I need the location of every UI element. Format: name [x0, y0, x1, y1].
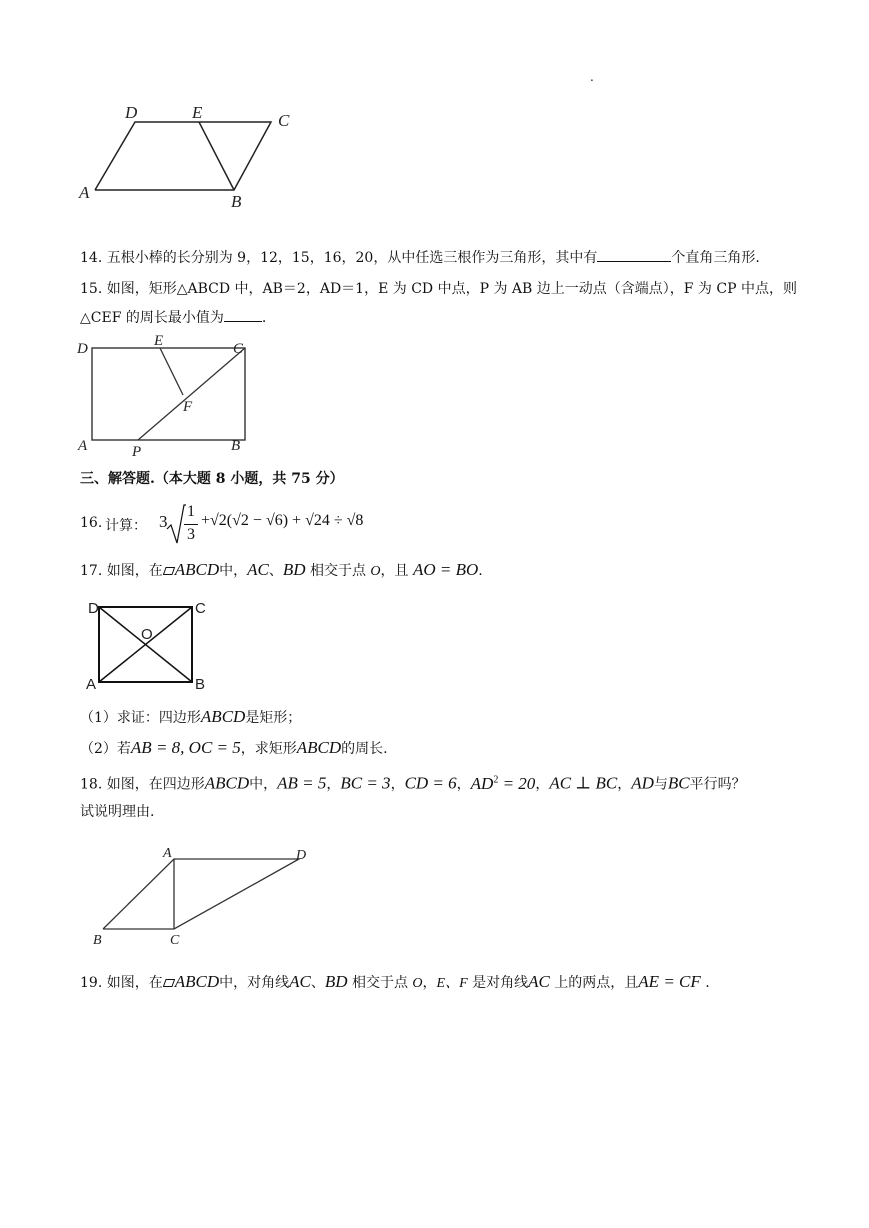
segment-ac: AC	[289, 972, 311, 991]
question-number: 18.	[80, 776, 103, 793]
vertex-label-c: C	[195, 600, 206, 617]
vertex-label-d: D	[125, 103, 138, 122]
segment-bd: BD	[282, 560, 306, 579]
fraction-numerator: 1	[187, 503, 195, 520]
points-ef: E、F	[436, 976, 468, 991]
page-mark: .	[590, 70, 594, 84]
question-text: 如图，在	[106, 975, 163, 991]
quadrilateral-figure	[85, 843, 320, 951]
vertex-label-e: E	[192, 103, 203, 122]
separator: 、	[310, 975, 325, 991]
question-text-end: 平行吗？	[689, 776, 746, 793]
segment-ac: AC	[247, 560, 269, 579]
vertex-label-f: F	[183, 399, 193, 415]
shape-name: ABCD	[204, 773, 250, 793]
question-text: 上的两点，且	[554, 975, 639, 991]
question-18: 18. 如图，在四边形ABCD中，AB = 5，BC = 3，CD = 6，$AD^2 = 20$，AC ⊥ BC，AD与BC平行吗？	[80, 773, 746, 793]
question-text: 如图，在	[106, 563, 163, 579]
point-o: O	[412, 976, 423, 991]
parallelogram-figure	[75, 100, 305, 215]
question-number: 16.	[80, 515, 103, 531]
vertex-label-d: D	[77, 341, 88, 357]
question-prefix: 计算：	[105, 518, 147, 534]
question-15	[80, 279, 797, 299]
vertex-label-c: C	[278, 111, 290, 130]
question-number: 19.	[80, 975, 103, 991]
question-number: 15.	[80, 281, 103, 297]
ad-value: = 20	[498, 773, 536, 793]
vertex-label-b: B	[231, 438, 241, 454]
segment-ac: AC	[528, 972, 550, 991]
question-text: ，	[422, 975, 437, 991]
section-heading: 三、解答题.（本大题 8 小题，共 75 分）	[80, 471, 344, 487]
condition-cd: CD = 6	[404, 773, 457, 793]
ad-exponent: 2	[493, 774, 499, 785]
shape-name: ABCD	[174, 560, 220, 579]
answer-blank[interactable]	[224, 309, 262, 322]
equation: AE = CF	[638, 972, 701, 991]
question-text: （1）求证：四边形	[80, 710, 201, 726]
vertex-label-a: A	[86, 676, 97, 693]
question-text-end: .	[478, 563, 483, 579]
question-text: （2）若	[80, 741, 131, 757]
ad-base: AD	[470, 773, 494, 793]
question-text-end: .	[705, 975, 710, 991]
vertex-label-c: C	[233, 341, 244, 357]
condition-bc: BC = 3	[340, 773, 391, 793]
vertex-label-d: D	[88, 600, 99, 617]
vertex-label-p: P	[132, 444, 142, 460]
question-18-line2: 试说明理由.	[80, 804, 155, 820]
question-text: 相交于点	[351, 975, 408, 991]
shape-name: ABCD	[174, 972, 220, 991]
rectangle-diagonals-figure	[82, 597, 217, 695]
parallelogram-symbol-icon	[163, 567, 175, 575]
question-text: 中，对角线	[219, 975, 290, 991]
separator: 、	[268, 563, 283, 579]
equation: AO = BO	[413, 560, 479, 579]
question-17-part-1	[80, 707, 301, 728]
point-o: O	[370, 564, 381, 579]
question-text: 中，	[219, 563, 248, 579]
vertex-label-c: C	[170, 933, 180, 948]
vertex-label-a: A	[79, 183, 90, 202]
question-text: ，且	[380, 563, 409, 579]
shape-name: ABCD	[296, 738, 342, 757]
question-text: 是对角线	[472, 975, 529, 991]
condition-ab: AB = 5	[277, 773, 327, 793]
vertex-label-a: A	[78, 438, 88, 454]
vertex-label-b: B	[93, 933, 102, 948]
question-text-end: .	[261, 310, 267, 326]
question-text: ，求矩形	[240, 741, 297, 757]
fraction-bar	[184, 524, 198, 525]
vertex-label-b: B	[195, 676, 206, 693]
vertex-label-e: E	[154, 333, 164, 349]
question-text: 如图，在四边形	[106, 776, 205, 793]
question-text: 五根小棒的长分别为 9，12，15，16，20，从中任选三根作为三角形，其中有	[106, 250, 598, 266]
segment-ad: AD	[631, 773, 654, 793]
parallelogram-symbol-icon	[163, 979, 175, 987]
question-text: △CEF 的周长最小值为	[80, 310, 224, 326]
condition-ad	[471, 774, 536, 793]
rectangle-figure	[75, 332, 255, 460]
question-number: 17.	[80, 563, 103, 579]
question-19	[80, 972, 710, 994]
question-text-end: 是矩形；	[245, 710, 302, 726]
question-14	[80, 248, 760, 268]
condition-perpendicular: AC ⊥ BC	[549, 773, 618, 793]
question-16	[80, 503, 480, 549]
expression-rest: +√2(√2 − √6) + √24 ÷ √8	[201, 512, 364, 529]
answer-blank[interactable]	[597, 249, 671, 262]
shape-name: ABCD	[200, 707, 246, 726]
question-text: 如图，矩形△ABCD 中，AB＝2，AD＝1，E 为 CD 中点，P 为 AB 边上一动点（含端点），F 为 CP 中点，则	[106, 281, 797, 297]
segment-bd: BD	[324, 972, 348, 991]
question-text-end: 个直角三角形.	[671, 250, 760, 266]
vertex-label-d: D	[296, 848, 307, 863]
coefficient: 3	[159, 512, 168, 531]
question-number: 14.	[80, 250, 103, 266]
question-text: 中，	[249, 776, 278, 793]
center-label-o: O	[141, 626, 153, 643]
question-text: 与	[653, 776, 668, 793]
fraction-denominator: 3	[187, 526, 195, 543]
question-15-line2	[80, 308, 266, 328]
radical-sign-icon	[166, 503, 186, 547]
question-17	[80, 560, 483, 582]
segment-bc: BC	[667, 773, 690, 793]
question-text: 相交于点	[309, 563, 366, 579]
question-text-end: 的周长.	[341, 741, 388, 757]
condition: AB = 8, OC = 5	[130, 738, 241, 757]
question-17-part-2	[80, 738, 388, 759]
vertex-label-b: B	[231, 192, 242, 211]
vertex-label-a: A	[163, 846, 172, 861]
